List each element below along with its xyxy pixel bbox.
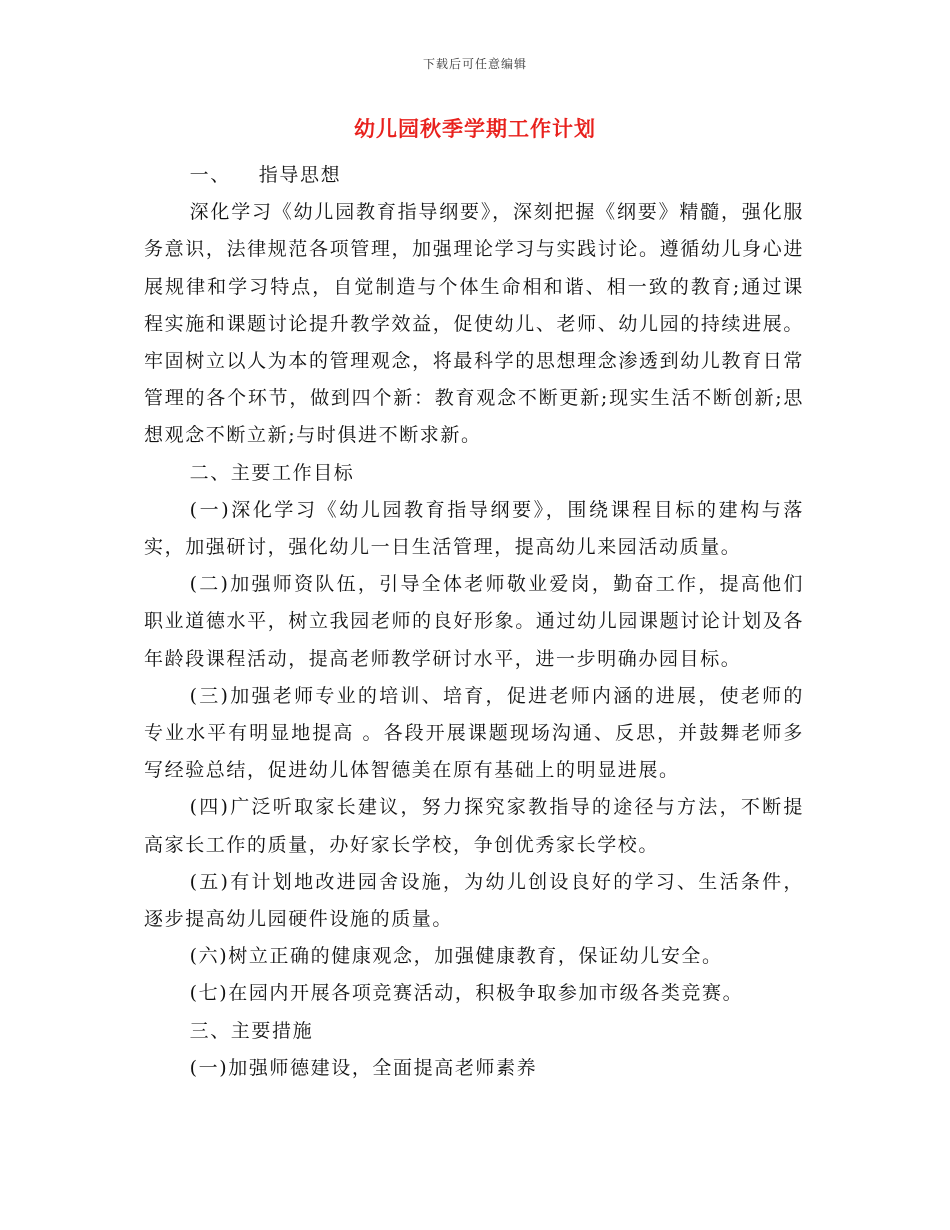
document-title: 幼儿园秋季学期工作计划 bbox=[354, 117, 596, 141]
section-heading-main-measures: 三、主要措施 bbox=[189, 1019, 314, 1042]
measure-item-1: (一)加强师德建设，全面提高老师素养 bbox=[189, 1056, 538, 1079]
section-heading-main-goals: 二、主要工作目标 bbox=[189, 461, 355, 484]
goal-item-2: (二)加强师资队伍，引导全体老师敬业爱岗，勤奋工作，提高他们职业道德水平，树立我园老师的良好形象。通过幼儿园课题讨论计划及各年龄段课程活动，提高老师教学研讨水平，进一步明确办园目标。 bbox=[144, 573, 804, 670]
section-number: 一、 bbox=[189, 164, 231, 186]
goal-item-4: (四)广泛听取家长建议，努力探究家教指导的途径与方法，不断提高家长工作的质量，办好家长学校，争创优秀家长学校。 bbox=[144, 796, 804, 856]
section-heading-text: 指导思想 bbox=[258, 164, 342, 186]
goal-item-7: (七)在园内开展各项竞赛活动，积极争取参加市级各类竞赛。 bbox=[189, 982, 744, 1005]
document-body bbox=[144, 157, 804, 1087]
goal-item-6: (六)树立正确的健康观念，加强健康教育，保证幼儿安全。 bbox=[189, 945, 723, 968]
goal-item-5: (五)有计划地改进园舍设施，为幼儿创设良好的学习、生活条件，逐步提高幼儿园硬件设施的质量。 bbox=[144, 870, 804, 931]
header-note: 下载后可任意编辑 bbox=[422, 57, 527, 71]
section-heading-guiding-ideology bbox=[144, 157, 804, 194]
goal-item-1: (一)深化学习《幼儿园教育指导纲要》，围绕课程目标的建构与落实，加强研讨，强化幼儿一日生活管理，提高幼儿来园活动质量。 bbox=[144, 498, 804, 559]
paragraph-guiding-ideology: 深化学习《幼儿园教育指导纲要》，深刻把握《纲要》精髓，强化服务意识，法律规范各项管理，加强理论学习与实践讨论。遵循幼儿身心进展规律和学习特点，自觉制造与个体生命相和谐、相一致的教育;通过课程实施和课题讨论提升教学效益，促使幼儿、老师、幼儿园的持续进展。牢固树立以人为本的管理观念，将最科学的思想理念渗透到幼儿教育日常管理的各个环节，做到四个新：教育观念不断更新;现实生活不断创新;思想观念不断立新;与时俱进不断求新。 bbox=[144, 201, 804, 447]
goal-item-3: (三)加强老师专业的培训、培育，促进老师内涵的进展，使老师的专业水平有明显地提高 。各段开展课题现场沟通、反思，并鼓舞老师多写经验总结，促进幼儿体智德美在原有基础上的明显进展。 bbox=[144, 684, 804, 782]
